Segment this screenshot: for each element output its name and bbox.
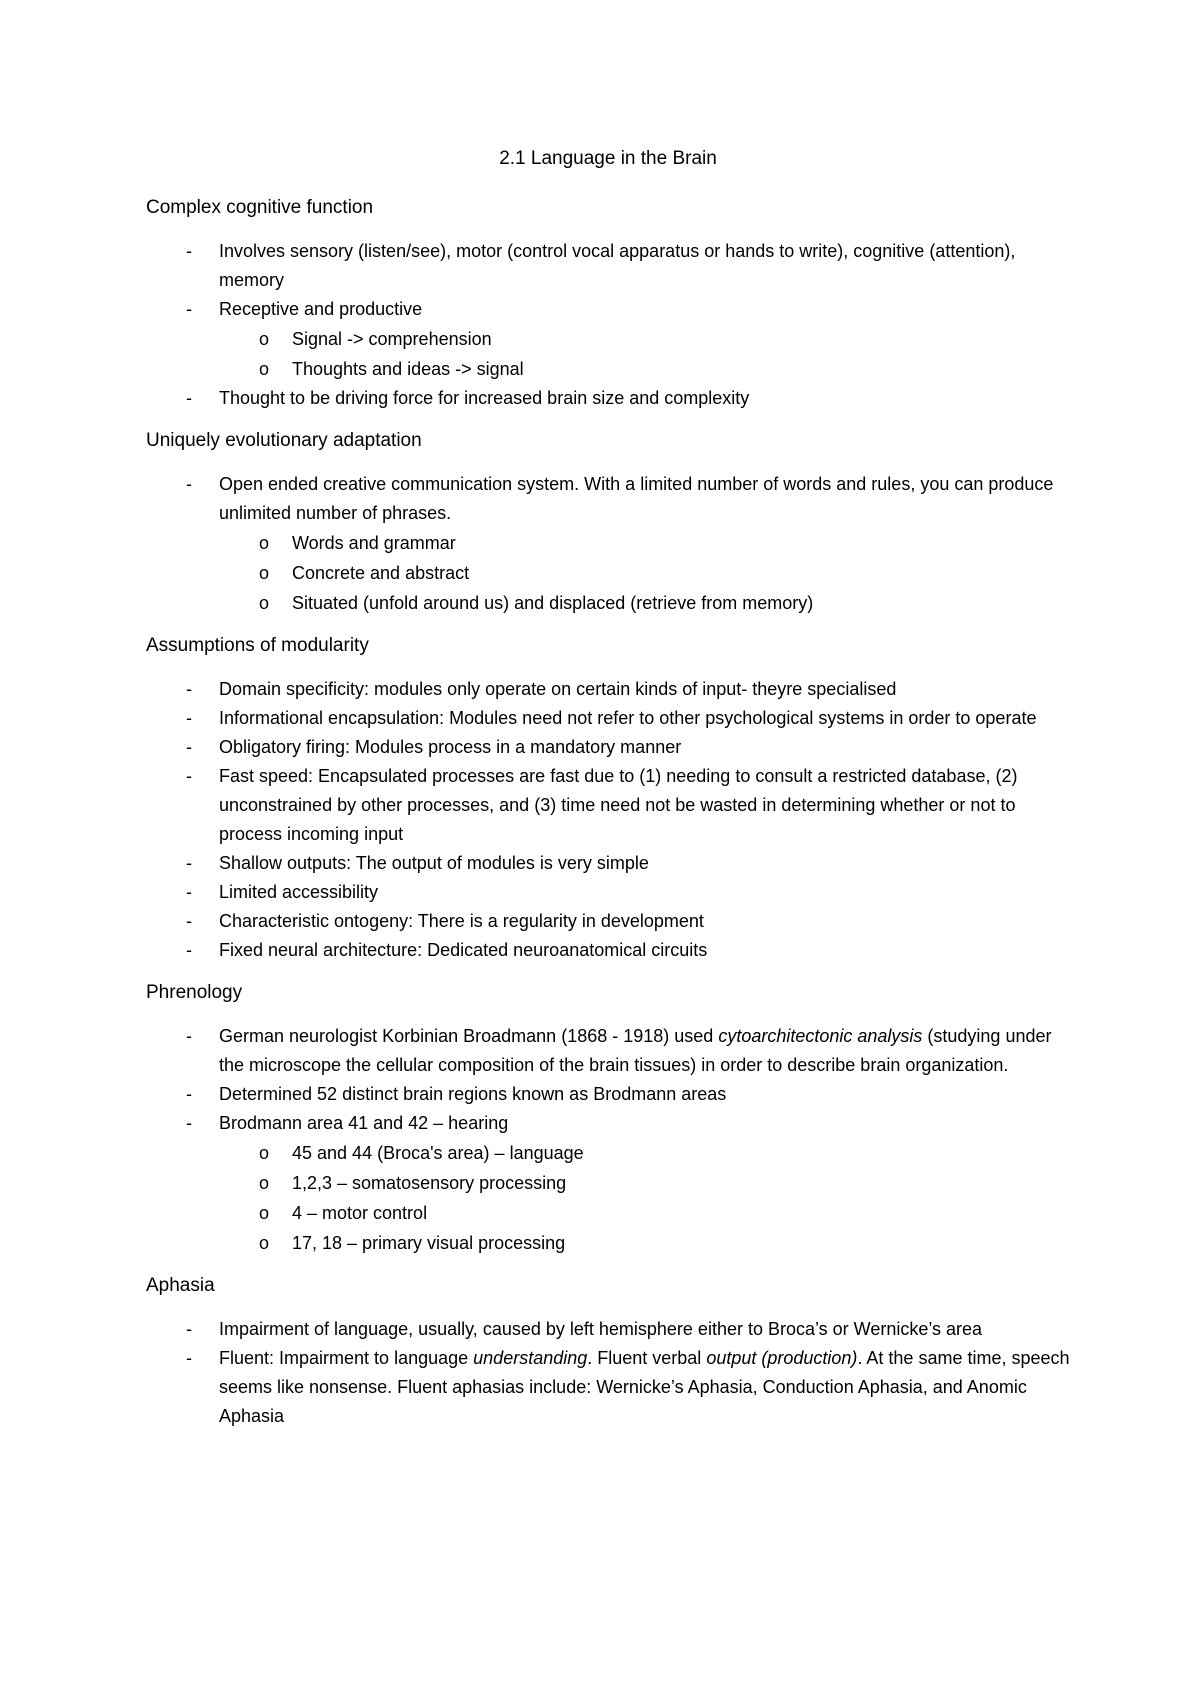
section-phrenology [146,980,1070,1258]
sub-list [219,324,1070,384]
sub-list [219,528,1070,618]
section-heading: Complex cognitive function [146,197,374,218]
sub-list-item [219,1168,1070,1198]
dash-marker: - [186,1026,192,1046]
circle-marker: o [259,593,270,613]
circle-marker: o [259,329,270,349]
list-item-text: Brodmann area 41 and 42 – hearing [219,1113,509,1133]
dash-marker: - [186,708,192,728]
list-item-text: Informational encapsulation: Modules need not refer to other psychological systems in order to operate [219,708,1037,728]
bullet-list [146,237,1070,413]
list-item [146,878,1070,907]
list-item-text: Domain specificity: modules only operate on certain kinds of input- theyre specialised [219,679,897,699]
list-item-text: Involves sensory (listen/see), motor (control vocal apparatus or hands to write), cognitive (attention), memory [219,241,1016,290]
list-item-text: Fixed neural architecture: Dedicated neuroanatomical circuits [219,940,708,960]
section-uniquely-evolutionary-adaptation [146,428,1070,618]
sub-list-item [219,528,1070,558]
dash-marker: - [186,299,192,319]
sub-list-item-text: 4 – motor control [292,1203,428,1223]
bullet-list [146,675,1070,965]
list-item-text: Thought to be driving force for increased brain size and complexity [219,388,750,408]
dash-marker: - [186,241,192,261]
circle-marker: o [259,359,270,379]
dash-marker: - [186,853,192,873]
dash-marker: - [186,1113,192,1133]
circle-marker: o [259,1203,270,1223]
dash-marker: - [186,737,192,757]
sub-list-item [219,1228,1070,1258]
sub-list-item-text: 17, 18 – primary visual processing [292,1233,566,1253]
list-item [146,470,1070,618]
emphasis-text: cytoarchitectonic analysis [718,1026,923,1046]
list-item-text: Shallow outputs: The output of modules is very simple [219,853,649,873]
dash-marker: - [186,388,192,408]
dash-marker: - [186,679,192,699]
circle-marker: o [259,1143,270,1163]
list-item [146,675,1070,704]
list-item [146,1109,1070,1258]
section-heading: Phrenology [146,982,243,1003]
list-item-text: Determined 52 distinct brain regions known as Brodmann areas [219,1084,727,1104]
list-item-text: Fast speed: Encapsulated processes are fast due to (1) needing to consult a restricted database, (2) unconstrained by other processes, and (3) time need not be wasted in determining whether or not to process incoming input [219,766,1018,844]
sub-list-item [219,588,1070,618]
sub-list-item [219,1198,1070,1228]
emphasis-text: output (production) [706,1348,858,1368]
text-run: . At the same time, speech seems like nonsense. Fluent aphasias include: Wernicke’s Aphasia, Conduction Aphasia, and Anomic Aphasia [219,1348,1070,1426]
list-item-text: Impairment of language, usually, caused by left hemisphere either to Broca’s or Wernicke’s area [219,1319,983,1339]
sub-list-item [219,558,1070,588]
list-item [146,849,1070,878]
list-item [146,907,1070,936]
sub-list-item-text: Situated (unfold around us) and displaced (retrieve from memory) [292,593,814,613]
circle-marker: o [259,1233,270,1253]
list-item-text: Limited accessibility [219,882,379,902]
list-item [146,295,1070,384]
bullet-list [146,470,1070,618]
section-assumptions-of-modularity [146,633,1070,965]
text-run: German neurologist Korbinian Broadmann (1868 - 1918) used [219,1026,719,1046]
list-item-text [219,1026,1051,1075]
sub-list-item-text: Signal -> comprehension [292,329,492,349]
list-item [146,1344,1070,1431]
dash-marker: - [186,1319,192,1339]
sub-list-item [219,324,1070,354]
list-item-text [219,1348,1070,1426]
list-item [146,936,1070,965]
bullet-list [146,1022,1070,1258]
list-item-text: Characteristic ontogeny: There is a regularity in development [219,911,704,931]
text-run: (studying under the microscope the cellular composition of the brain tissues) in order to describe brain organization. [219,1026,1052,1075]
section-aphasia [146,1273,1070,1431]
section-heading: Assumptions of modularity [146,635,369,656]
list-item [146,1022,1070,1080]
section-complex-cognitive-function [146,195,1070,413]
list-item [146,704,1070,733]
sub-list-item [219,354,1070,384]
sub-list-item-text: Concrete and abstract [292,563,470,583]
list-item [146,384,1070,413]
dash-marker: - [186,911,192,931]
list-item [146,1315,1070,1344]
dash-marker: - [186,1348,192,1368]
section-heading: Uniquely evolutionary adaptation [146,430,422,451]
list-item [146,237,1070,295]
list-item [146,762,1070,849]
list-item-text: Open ended creative communication system. With a limited number of words and rules, you can produce unlimited number of phrases. [219,474,1054,523]
circle-marker: o [259,533,270,553]
sub-list-item [219,1138,1070,1168]
dash-marker: - [186,882,192,902]
dash-marker: - [186,766,192,786]
emphasis-text: understanding [473,1348,588,1368]
document-title: 2.1 Language in the Brain [499,148,717,169]
list-item-text: Receptive and productive [219,299,423,319]
list-item [146,1080,1070,1109]
dash-marker: - [186,474,192,494]
section-heading: Aphasia [146,1275,215,1296]
circle-marker: o [259,1173,270,1193]
text-run: . Fluent verbal [587,1348,707,1368]
sub-list-item-text: Words and grammar [292,533,456,553]
sub-list [219,1138,1070,1258]
bullet-list [146,1315,1070,1431]
dash-marker: - [186,1084,192,1104]
sub-list-item-text: Thoughts and ideas -> signal [292,359,524,379]
sub-list-item-text: 45 and 44 (Broca's area) – language [292,1143,584,1163]
sub-list-item-text: 1,2,3 – somatosensory processing [292,1173,567,1193]
dash-marker: - [186,940,192,960]
text-run: Fluent: Impairment to language [219,1348,474,1368]
circle-marker: o [259,563,270,583]
list-item [146,733,1070,762]
list-item-text: Obligatory firing: Modules process in a mandatory manner [219,737,682,757]
